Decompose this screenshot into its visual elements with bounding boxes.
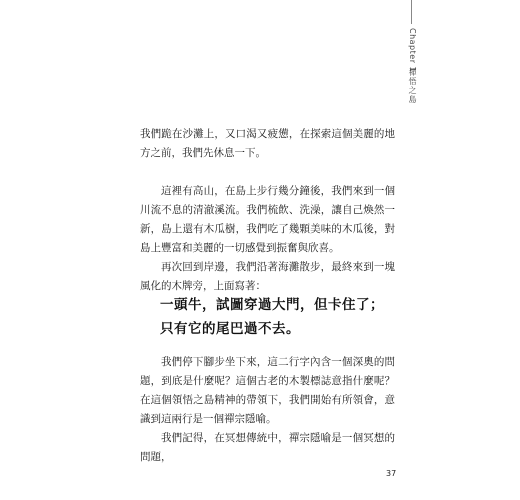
chapter-label: Chapter 1	[408, 28, 417, 73]
running-header	[403, 0, 421, 110]
inscription-line: 一頭牛，試圖穿過大門，但卡住了；	[160, 297, 384, 313]
paragraph: 我們記得，在冥想傳統中，禪宗隱喻是一個冥想的問題，	[140, 432, 395, 463]
paragraph: 再次回到岸邊，我們沿著海灘散步，最終來到一塊風化的木牌旁，上面寫著：	[140, 261, 395, 292]
paragraph: 這裡有高山，在島上步行幾分鐘後，我們來到一個川流不息的清澈溪流。我們梳飲、洗澡，讓自己煥然一新，島上還有木瓜樹，我們吃了幾顆美味的木瓜後，對島上豐富和美麗的一切感覺到振奮與欣喜。	[140, 185, 395, 254]
paragraph: 我們停下腳步坐下來，這二行字內含一個深奧的問題，到底是什麼呢？這個古老的木製標誌意指什麼呢？在這個領悟之島精神的帶領下，我們開始有所領會，意識到這兩行是一個禪宗隱喻。	[140, 356, 395, 425]
header-rule	[411, 0, 412, 24]
paragraph: 我們跪在沙灘上，又口渴又疲憊，在探索這個美麗的地方之前，我們先休息一下。	[140, 128, 395, 159]
page-number: 37	[386, 469, 397, 478]
inscription-line: 只有它的尾巴過不去。	[160, 321, 300, 337]
body-text-bottom	[140, 353, 395, 467]
quoted-inscription	[160, 293, 400, 341]
body-text-top	[140, 125, 395, 296]
chapter-title: 禪悟之島	[408, 68, 417, 104]
